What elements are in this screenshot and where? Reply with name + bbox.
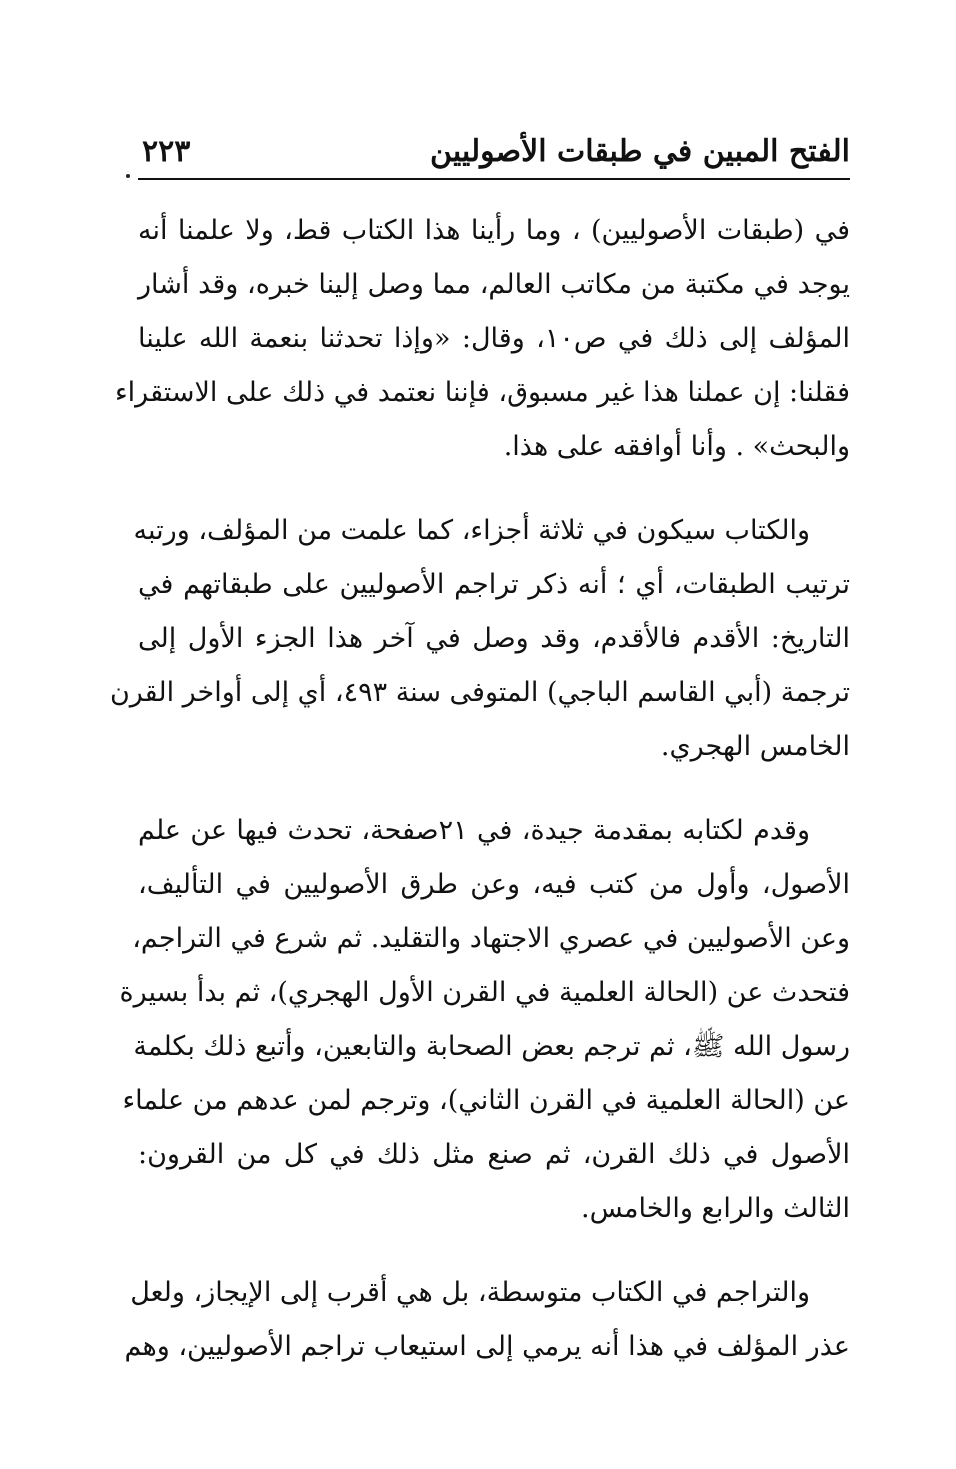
text-line: وقدم لكتابه بمقدمة جيدة، في ٢١صفحة، تحدث فيها عن علم [138,815,810,846]
paragraph-gap [138,774,850,804]
text-line: فتحدث عن (الحالة العلمية في القرن الأول الهجري)، ثم بدأ بسيرة [119,977,850,1008]
text-line: الأصول في ذلك القرن، ثم صنع مثل ذلك في كل من القرون: [138,1139,850,1170]
book-title: الفتح المبين في طبقات الأصوليين [430,134,850,169]
text-line: والتراجم في الكتاب متوسطة، بل هي أقرب إلى الإيجاز، ولعل [130,1277,810,1308]
header-dot [126,174,130,178]
paragraph-gap [138,1236,850,1266]
text-line: والبحث» . وأنا أوافقه على هذا. [503,431,850,462]
page-number: ٢٢٣ [142,134,191,169]
text-line: عن (الحالة العلمية في القرن الثاني)، وترجم لمن عدهم من علماء [122,1085,850,1116]
text-line: عذر المؤلف في هذا أنه يرمي إلى استيعاب تراجم الأصوليين، وهم [124,1331,850,1362]
text-line: في (طبقات الأصوليين) ، وما رأينا هذا الكتاب قط، ولا علمنا أنه [138,215,850,246]
text-line: الثالث والرابع والخامس. [581,1193,850,1224]
text-line: يوجد في مكتبة من مكاتب العالم، مما وصل إلينا خبره، وقد أشار [138,269,850,300]
text-line: الأصول، وأول من كتب فيه، وعن طرق الأصوليين في التأليف، [138,869,850,900]
text-line: الخامس الهجري. [660,731,850,762]
text-line: ترتيب الطبقات، أي ؛ أنه ذكر تراجم الأصوليين على طبقاتهم في [138,569,850,600]
paragraph-3 [119,804,850,1236]
body-text [109,204,850,1374]
text-line: وعن الأصوليين في عصري الاجتهاد والتقليد. ثم شرع في التراجم، [132,923,850,954]
text-line: المؤلف إلى ذلك في ص١٠، وقال: «وإذا تحدثنا بنعمة الله علينا [138,323,850,354]
header-rule [138,178,850,180]
paragraph-2 [109,504,850,774]
running-header [138,128,850,174]
text-line: ترجمة (أبي القاسم الباجي) المتوفى سنة ٤٩٣، أي إلى أواخر القرن [109,677,850,708]
paragraph-1 [114,204,850,474]
paragraph-gap [138,474,850,504]
paragraph-4 [124,1266,850,1374]
text-line: رسول الله ﷺ، ثم ترجم بعض الصحابة والتابعين، وأتبع ذلك بكلمة [133,1031,850,1062]
text-line: والكتاب سيكون في ثلاثة أجزاء، كما علمت من المؤلف، ورتبه [133,515,810,546]
text-line: فقلنا: إن عملنا هذا غير مسبوق، فإننا نعتمد في ذلك على الاستقراء [114,377,850,408]
text-line: التاريخ: الأقدم فالأقدم، وقد وصل في آخر هذا الجزء الأول إلى [138,623,850,654]
